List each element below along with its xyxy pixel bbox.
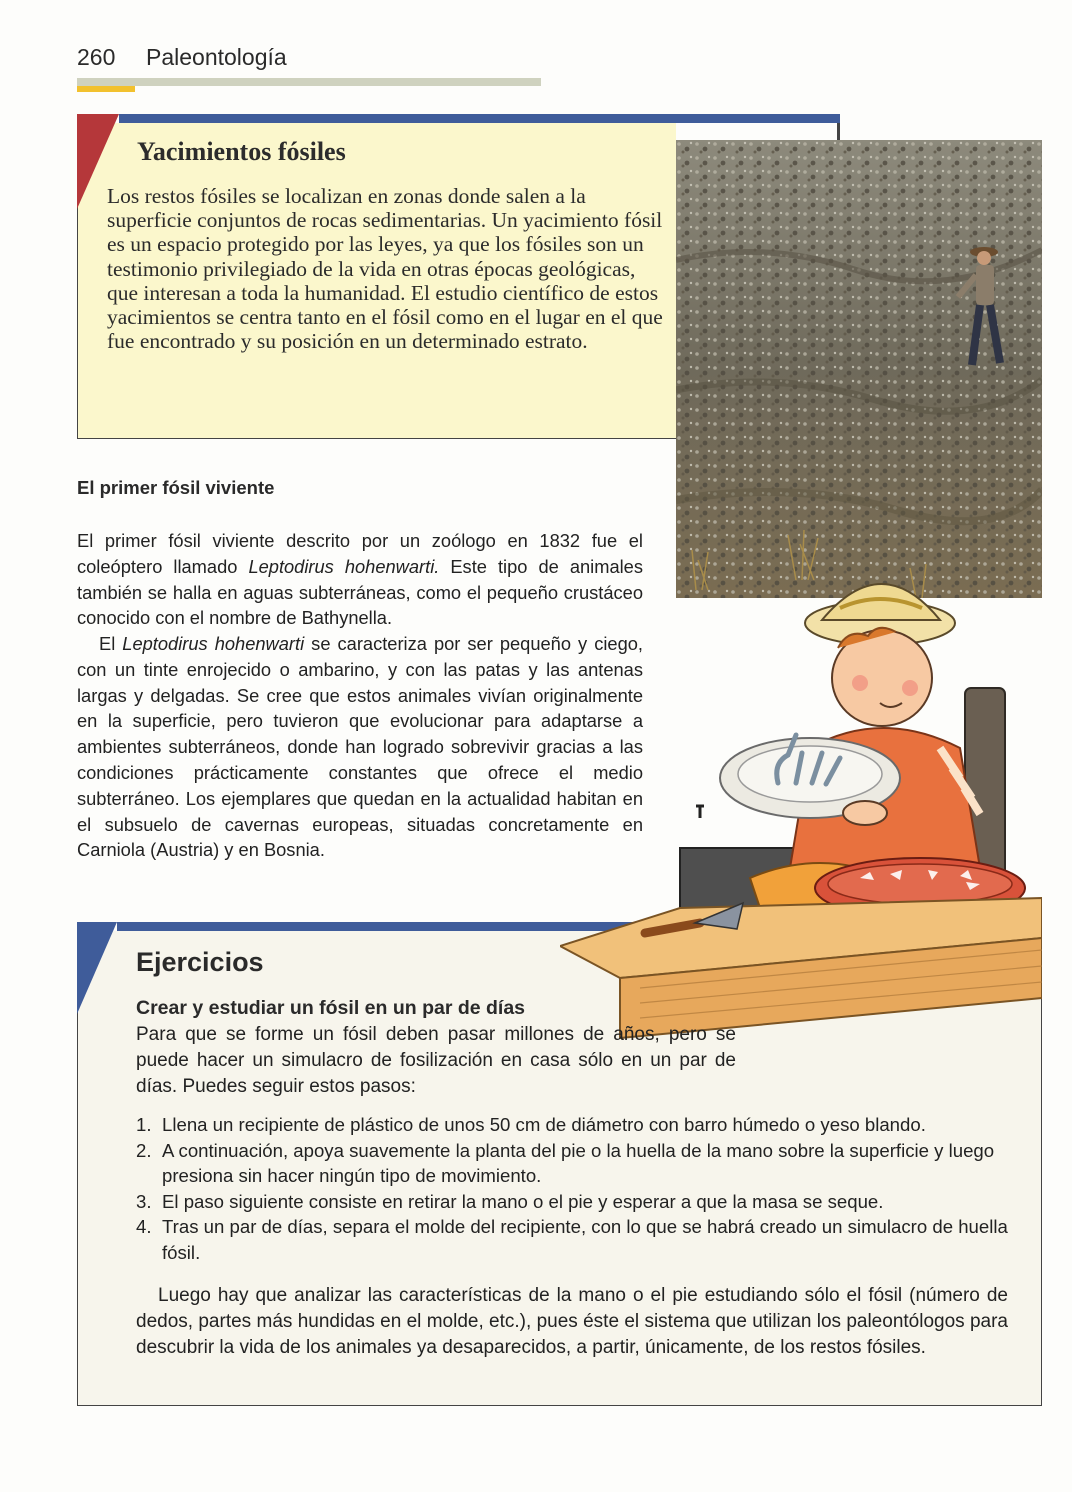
article-p2-text-end: se caracteriza por ser pequeño y ciego, con un tinte enrojecido o ambarino, y con las patas y las antenas largas y delgadas. Se cree que estos animales vivían originalmente en la superficie, pero tuvieron que evolucionar para adaptarse a ambientes subterráneos, donde han logrado sobrevivir gracias a las condiciones prácticamente constantes que ofrece el medio subterráneo. Los ejemplares que quedan en la actualidad habitan en el subsuelo de cavernas europeas, situadas concretamente en Carniola (Austria) y en Bosnia. [77,633,643,861]
fossil-site-photo [676,140,1042,598]
yacimientos-text: Los restos fósiles se localizan en zonas donde salen a la superficie conjuntos de rocas sedimentarias. Un yacimiento fósil es un espacio protegido por las leyes, ya que los fósiles son un testimonio privilegiado de la vida en otras épocas geológicas, que interesan a toda la humanidad. El estudio científico de estos yacimientos se centra tanto en el fósil como en el lugar en el que fue encontrado y su posición en un determinado estrato. [107,184,663,354]
exercises-closing: Luego hay que analizar las características de la mano o el pie estudiando sólo el fósil (número de dedos, partes más hundidas en el molde, etc.), pues éste el sistema que utilizan los paleontólogos para descubrir la vida de los animales ya desaparecidos, a partir, únicamente, de los restos fósiles. [136,1285,1008,1358]
step-item [136,1112,1008,1138]
running-title: Paleontología [146,44,287,70]
exercises-steps-list [136,1112,1008,1266]
yacimientos-box-right-border [837,123,840,141]
article-p1-text: El primer fósil viviente descrito por un zoólogo en 1832 fue el coleóptero llamado [77,530,643,577]
step-item [136,1214,1008,1265]
exercises-title: Ejercicios [136,947,264,977]
article-p1-text-end: Este tipo de animales también se halla en aguas subterráneas, como el pequeño crustáceo conocido con el nombre de Bathynella. [77,555,643,629]
article-p2-text: El [99,633,123,654]
step-number: 2. [136,1139,152,1161]
exercises-subtitle: Crear y estudiar un fósil en un par de días [136,997,526,1019]
header-rule [77,78,541,86]
species-name: Leptodirus hohenwarti. [248,555,440,577]
exercises-intro: Para que se forme un fósil deben pasar millones de años, pero se puede hacer un simulacro de fosilización en casa sólo en un par de días. Puedes seguir estos pasos: [136,1024,736,1097]
species-name: Leptodirus hohenwarti [122,633,305,654]
step-number: 3. [136,1190,152,1212]
header-accent-bar [77,86,135,92]
step-text: A continuación, apoya suavemente la planta del pie o la huella de la mano sobre la superficie y luego presiona sin hacer ningún tipo de movimiento. [162,1139,995,1187]
step-number: 1. [136,1114,152,1135]
yacimientos-title: Yacimientos fósiles [137,137,346,166]
boy-with-fossil-illustration [560,578,1042,1078]
article-paragraph-1 [77,528,643,631]
exercises-box-corner-triangle [77,922,117,1014]
article-paragraph-2 [77,631,643,863]
step-item [136,1189,1008,1215]
yacimientos-box-top-bar [119,114,840,123]
step-item [136,1138,1008,1189]
step-text: Tras un par de días, separa el molde del recipiente, con lo que se habrá creado un simulacro de huella fósil. [162,1216,1008,1263]
step-number: 4. [136,1216,152,1238]
step-text: Llena un recipiente de plástico de unos 50 cm de diámetro con barro húmedo o yeso blando. [162,1114,926,1135]
page-number: 260 [77,44,116,70]
step-text: El paso siguiente consiste en retirar la mano o el pie y esperar a que la masa se seque. [162,1190,884,1212]
article-heading: El primer fósil viviente [77,477,275,498]
